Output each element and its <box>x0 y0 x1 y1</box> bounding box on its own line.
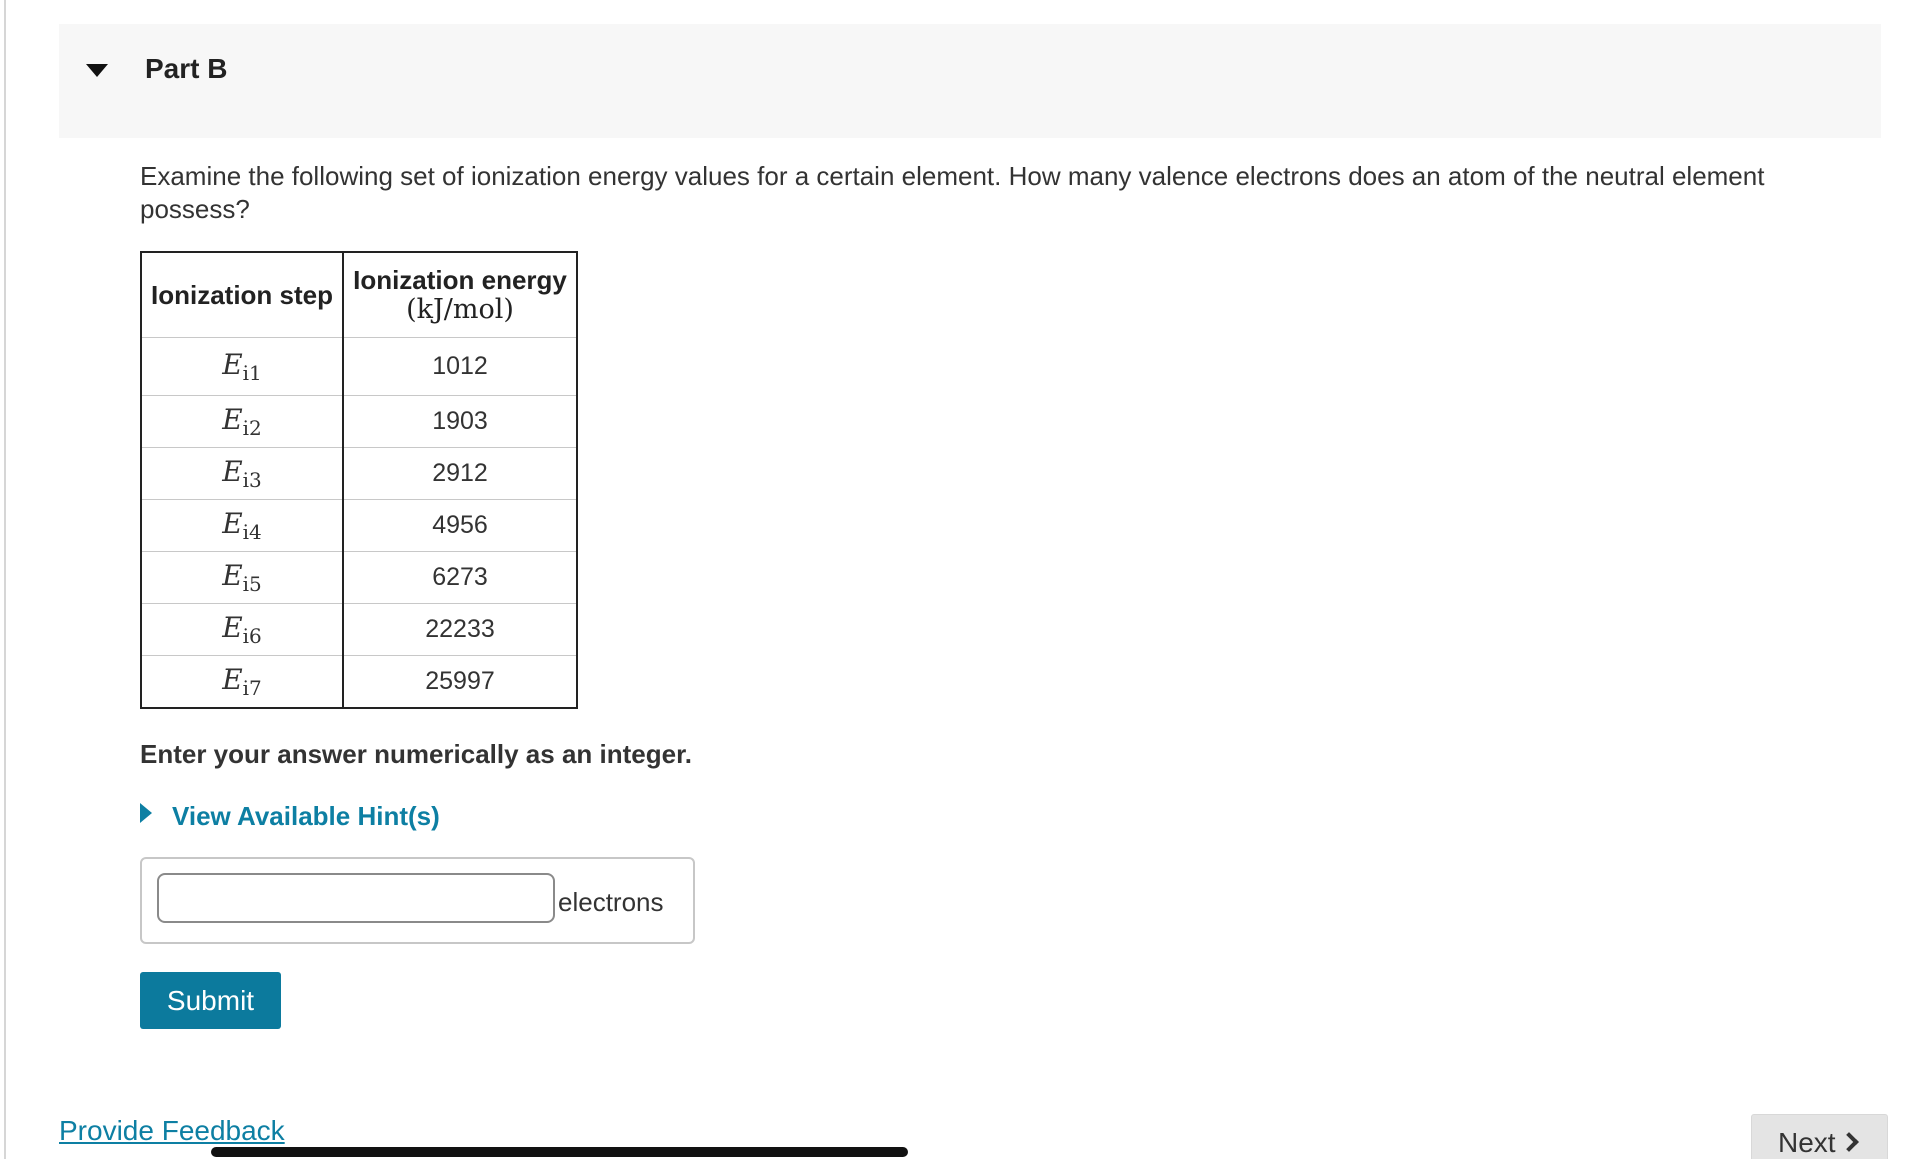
table-row <box>141 552 577 604</box>
table-header-row <box>141 252 577 338</box>
energy-symbol: E <box>222 403 243 436</box>
energy-symbol: E <box>222 663 243 696</box>
left-border <box>4 0 6 1159</box>
energy-subscript: i4 <box>242 520 262 544</box>
table-row <box>141 500 577 552</box>
energy-symbol: E <box>222 455 243 488</box>
ionization-energy-table <box>140 251 578 709</box>
caret-right-icon[interactable] <box>140 803 152 823</box>
energy-symbol: E <box>222 507 243 540</box>
header-ionization-energy <box>343 252 577 338</box>
energy-subscript: i2 <box>242 416 262 440</box>
part-header[interactable] <box>59 24 1881 138</box>
answer-instruction: Enter your answer numerically as an integer. <box>140 739 692 769</box>
energy-value: 6273 <box>343 552 577 604</box>
question-text: Examine the following set of ionization energy values for a certain element. How many valence electrons does an atom of the neutral element possess? <box>140 161 1765 224</box>
step-cell <box>141 338 343 396</box>
energy-subscript: i1 <box>242 361 262 385</box>
answer-container <box>140 857 695 944</box>
next-button-label: Next <box>1778 1126 1836 1158</box>
table-row <box>141 448 577 500</box>
energy-value: 4956 <box>343 500 577 552</box>
energy-subscript: i6 <box>242 624 262 648</box>
part-title: Part B <box>145 53 228 84</box>
next-button[interactable] <box>1751 1114 1888 1159</box>
step-cell <box>141 552 343 604</box>
table-row <box>141 338 577 396</box>
energy-subscript: i3 <box>242 468 262 492</box>
energy-subscript: i7 <box>242 676 262 700</box>
view-hints-link[interactable]: View Available Hint(s) <box>172 801 440 831</box>
horizontal-scrollbar[interactable] <box>211 1147 908 1157</box>
energy-value: 1903 <box>343 396 577 448</box>
energy-symbol: E <box>222 348 243 381</box>
chevron-right-icon <box>1839 1132 1859 1152</box>
energy-value: 22233 <box>343 604 577 656</box>
header-energy-label: Ionization energy <box>353 265 567 295</box>
step-cell <box>141 396 343 448</box>
energy-value: 2912 <box>343 448 577 500</box>
provide-feedback-link[interactable]: Provide Feedback <box>59 1115 285 1146</box>
step-cell <box>141 500 343 552</box>
step-cell <box>141 656 343 709</box>
answer-input[interactable] <box>157 873 555 923</box>
table-row <box>141 656 577 709</box>
energy-symbol: E <box>222 611 243 644</box>
table-row <box>141 396 577 448</box>
energy-value: 1012 <box>343 338 577 396</box>
energy-subscript: i5 <box>242 572 262 596</box>
step-cell <box>141 604 343 656</box>
step-cell <box>141 448 343 500</box>
submit-button[interactable]: Submit <box>140 972 281 1029</box>
energy-value: 25997 <box>343 656 577 709</box>
answer-unit-label: electrons <box>558 887 664 917</box>
header-ionization-step: Ionization step <box>141 252 343 338</box>
table-row <box>141 604 577 656</box>
header-energy-unit: (kJ/mol) <box>406 294 514 325</box>
caret-down-icon[interactable] <box>86 64 108 77</box>
energy-symbol: E <box>222 559 243 592</box>
